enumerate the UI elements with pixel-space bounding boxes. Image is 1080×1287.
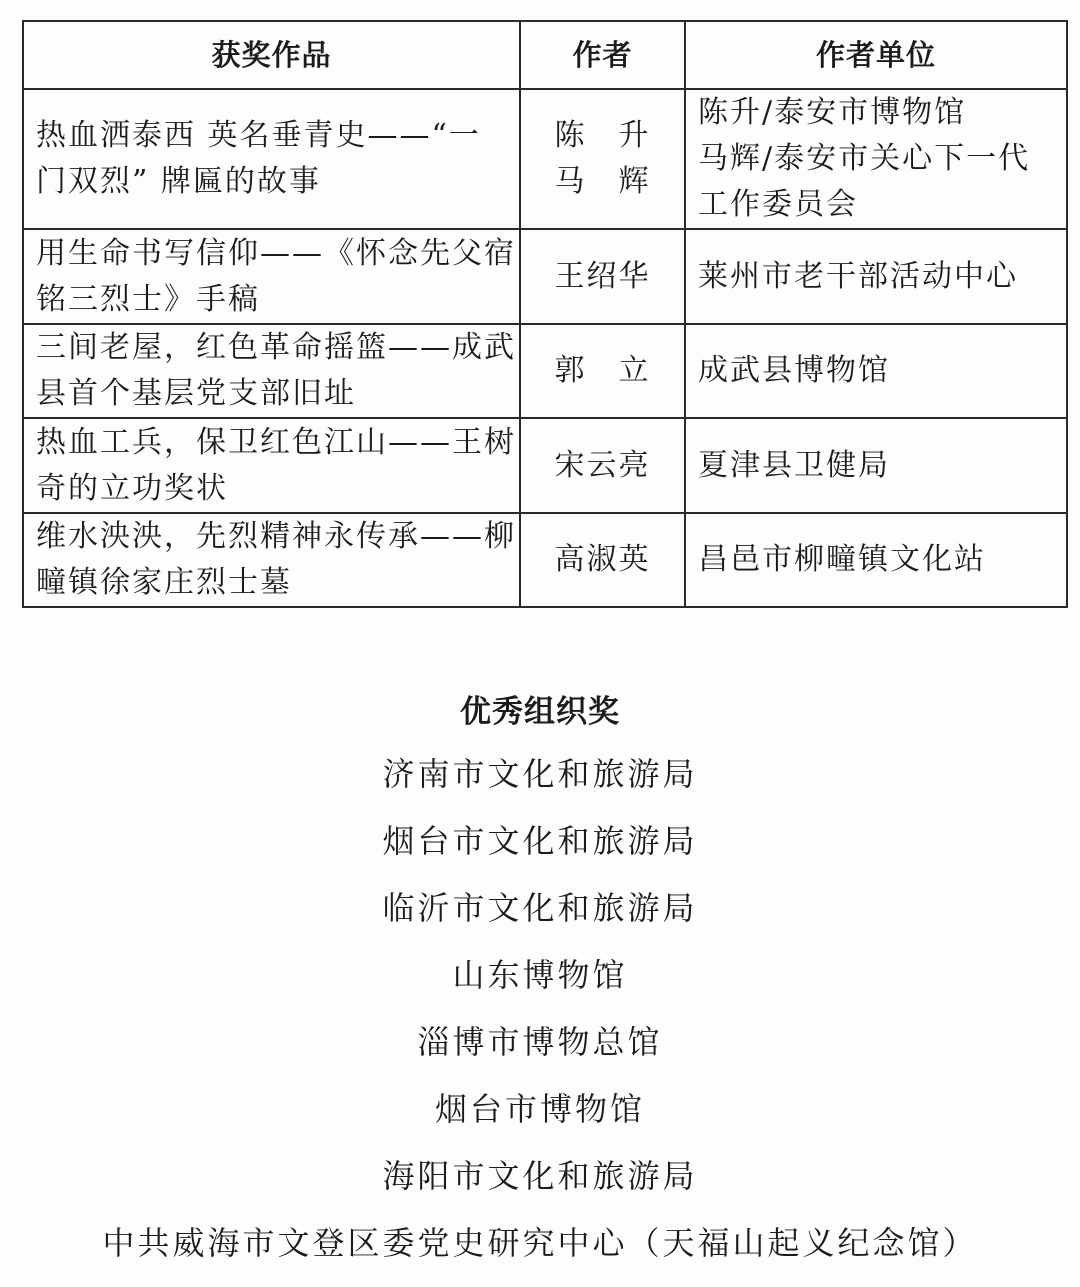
work-cell xyxy=(23,324,520,418)
work-cell xyxy=(23,89,520,229)
table-row xyxy=(23,229,1067,324)
table-row xyxy=(23,513,1067,607)
work-line: 铭三烈士》手稿 xyxy=(36,281,260,317)
unit-cell: 夏津县卫健局 xyxy=(685,418,1067,513)
list-item: 临沂市文化和旅游局 xyxy=(382,889,698,927)
table-row xyxy=(23,324,1067,418)
author-line: 马 辉 xyxy=(554,164,651,199)
unit-cell: 昌邑市柳疃镇文化站 xyxy=(685,513,1067,607)
work-line: 维水泱泱，先烈精神永传承——柳 xyxy=(36,519,516,554)
work-line: 用生命书写信仰——《怀念先父宿 xyxy=(36,235,516,271)
organization-list xyxy=(0,750,1080,1286)
work-cell xyxy=(23,229,520,324)
work-line: 热血工兵，保卫红色江山——王树 xyxy=(36,424,516,460)
unit-cell xyxy=(685,89,1067,229)
table-row xyxy=(23,418,1067,513)
section-title: 优秀组织奖 xyxy=(460,694,620,730)
table-row xyxy=(23,89,1067,229)
list-item: 烟台市文化和旅游局 xyxy=(382,822,698,860)
organization-award-section xyxy=(0,688,1080,1286)
work-cell xyxy=(23,418,520,513)
awards-table xyxy=(22,20,1068,608)
list-item: 济南市文化和旅游局 xyxy=(382,755,698,793)
unit-line: 陈升/泰安市博物馆 xyxy=(698,95,967,130)
author-cell: 王绍华 xyxy=(520,229,685,324)
author-cell: 郭 立 xyxy=(520,324,685,418)
list-item: 烟台市博物馆 xyxy=(434,1090,645,1128)
unit-line: 工作委员会 xyxy=(698,187,858,222)
unit-line: 马辉/泰安市关心下一代 xyxy=(698,141,1031,176)
author-cell xyxy=(520,89,685,229)
list-item: 淄博市博物总馆 xyxy=(417,1023,663,1061)
work-line: 热血洒泰西 英名垂青史——“一 xyxy=(36,118,481,153)
work-line: 三间老屋，红色革命摇篮——成武 xyxy=(36,330,516,365)
work-cell xyxy=(23,513,520,607)
list-item: 中共威海市文登区委党史研究中心（天福山起义纪念馆） xyxy=(102,1224,978,1262)
list-item: 山东博物馆 xyxy=(452,956,628,994)
unit-cell: 成武县博物馆 xyxy=(685,324,1067,418)
work-line: 县首个基层党支部旧址 xyxy=(36,376,356,411)
author-cell: 宋云亮 xyxy=(520,418,685,513)
work-line: 门双烈” 牌匾的故事 xyxy=(36,164,321,199)
header-author: 作者 xyxy=(520,21,685,89)
table-header-row xyxy=(23,21,1067,89)
list-item: 海阳市文化和旅游局 xyxy=(382,1157,698,1195)
work-line: 疃镇徐家庄烈士墓 xyxy=(36,565,292,600)
header-unit: 作者单位 xyxy=(685,21,1067,89)
author-line: 陈 升 xyxy=(554,118,651,153)
author-cell: 高淑英 xyxy=(520,513,685,607)
header-work: 获奖作品 xyxy=(23,21,520,89)
unit-cell: 莱州市老干部活动中心 xyxy=(685,229,1067,324)
work-line: 奇的立功奖状 xyxy=(36,470,228,506)
